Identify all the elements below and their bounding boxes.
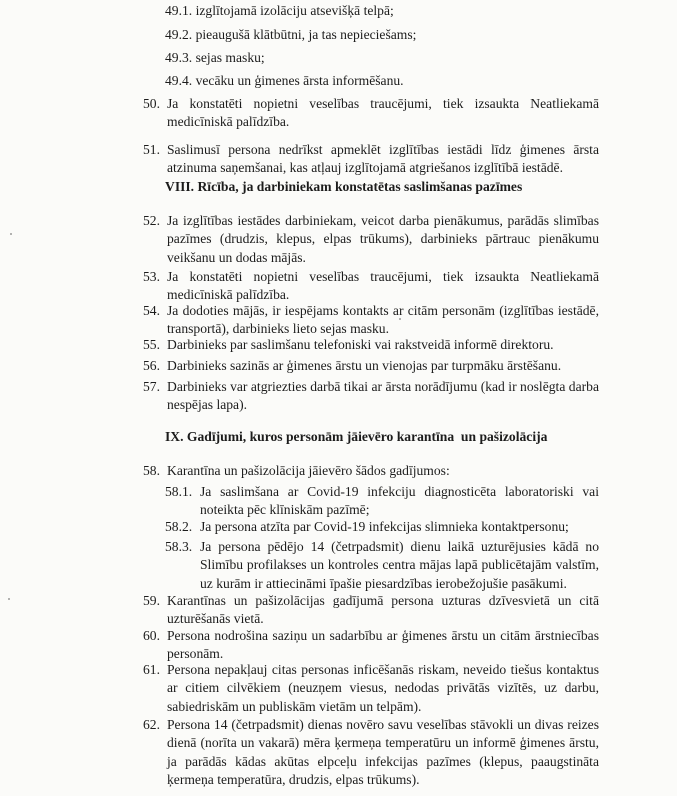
- item-number: 58.1.: [165, 484, 193, 499]
- item-number: 59.: [143, 593, 160, 608]
- item-number: 61.: [143, 662, 160, 677]
- item-number: 49.3.: [165, 50, 196, 65]
- item-text: sejas masku;: [195, 50, 265, 65]
- item-text: Ja persona pēdējo 14 (četrpadsmit) dienu laikā uzturējusies kādā no Slimību profilakses un kontroles centra mājas lapā publicētajām valstīm, uz kurām ir attiecināmi īpašie piesardzības ierobežojušie pasākumi.: [200, 539, 599, 591]
- list-item-62: [143, 716, 599, 790]
- item-text: Ja persona atzīta par Covid-19 infekcijas slimnieka kontaktpersonu;: [200, 519, 569, 534]
- section-heading-viii: VIII. Rīcība, ja darbiniekam konstatētas saslimšanas pazīmes: [165, 179, 523, 194]
- item-text: Ja izglītības iestādes darbiniekam, veicot darba pienākumus, parādās slimības pazīmes (drudzis, klepus, elpas trūkums), darbinieks pārtrauc pienākumu veikšanu un dodas mājās.: [167, 213, 599, 265]
- item-number: 58.: [143, 463, 160, 478]
- list-item-61: [143, 661, 599, 716]
- item-number: 51.: [143, 142, 160, 157]
- item-number: 54.: [143, 303, 160, 318]
- item-number: 58.2.: [165, 519, 193, 534]
- list-item-59: [143, 592, 599, 629]
- list-item-58-1: [165, 483, 599, 520]
- list-item-55: [143, 336, 599, 354]
- item-text: izglītojamā izolāciju atsevišķā telpā;: [195, 3, 394, 18]
- section-heading-ix: IX. Gadījumi, kuros personām jāievēro karantīna un pašizolācija: [165, 429, 548, 444]
- item-number: 49.1.: [165, 3, 196, 18]
- item-text: Karantīnas un pašizolācijas gadījumā persona uzturas dzīvesvietā un citā uzturēšanās vietā.: [167, 593, 599, 627]
- list-item-49-2: [165, 26, 585, 44]
- list-item-50: [143, 95, 599, 132]
- item-text: Saslimusī persona nedrīkst apmeklēt izglītības iestādi līdz ģimenes ārsta atzinuma saņemšanai, kas atļauj izglītojamā atgriešanos izglītībā iestādē.: [167, 142, 599, 176]
- item-number: 49.4.: [165, 73, 196, 88]
- list-item-49-4: [165, 72, 585, 90]
- item-text: Persona nodrošina saziņu un sadarbību ar ģimenes ārstu un citām ārstniecības personām.: [167, 628, 599, 662]
- item-number: 57.: [143, 379, 160, 394]
- list-item-52: [143, 212, 599, 267]
- list-item-58-3: [165, 538, 599, 593]
- scan-speck: [10, 233, 12, 235]
- item-text: Ja konstatēti nopietni veselības traucējumi, tiek izsaukta Neatliekamā medicīniskā palīdzība.: [167, 269, 599, 303]
- item-number: 49.2.: [165, 27, 196, 42]
- item-text: Ja konstatēti nopietni veselības traucējumi, tiek izsaukta Neatliekamā medicīniskā palīdzība.: [167, 96, 599, 130]
- item-text: Ja dodoties mājās, ir iespējams kontakts ar citām personām (izglītības iestādē, transportā), darbinieks lieto sejas masku.: [167, 303, 599, 337]
- item-number: 53.: [143, 269, 160, 284]
- item-number: 60.: [143, 628, 160, 643]
- list-item-58-2: [165, 518, 599, 536]
- item-text: Darbinieks par saslimšanu telefoniski vai rakstveidā informē direktoru.: [167, 337, 554, 352]
- item-text: Persona nepakļauj citas personas inficēšanās riskam, neveido tiešus kontaktus ar citiem cilvēkiem (neuzņem viesus, nedodas privātās vizītēs, uz darbu, sabiedriskām un publiskām vietām un telpām).: [167, 662, 599, 714]
- item-text: Darbinieks sazinās ar ģimenes ārstu un vienojas par turpmāku ārstēšanu.: [167, 358, 562, 373]
- item-text: Ja saslimšana ar Covid-19 infekciju diagnosticēta laboratoriski vai noteikta pēc klīniskām pazīmē;: [200, 484, 599, 518]
- item-number: 56.: [143, 358, 160, 373]
- item-text: Karantīna un pašizolācija jāievēro šādos gadījumos:: [167, 463, 450, 478]
- list-item-57: [143, 378, 599, 415]
- item-text: pieaugušā klātbūtni, ja tas nepieciešams;: [195, 27, 417, 42]
- scan-speck: [399, 318, 401, 320]
- list-item-58: [143, 462, 599, 480]
- item-text: Persona 14 (četrpadsmit) dienas novēro savu veselības stāvokli un divas reizes dienā (norīta un vakarā) mēra ķermeņa temperatūru un informē ģimenes ārstu, ja parādās kādas akūtas elpceļu infekcijas pazīmes (klepus, paaugstināta ķermeņa temperatūra, drudzis, elpas trūkums).: [167, 717, 599, 788]
- list-item-51: [143, 141, 599, 178]
- list-item-49-3: [165, 49, 585, 67]
- item-number: 52.: [143, 213, 160, 228]
- list-item-56: [143, 357, 599, 375]
- scan-speck: [8, 598, 10, 600]
- item-number: 55.: [143, 337, 160, 352]
- list-item-49-1: [165, 2, 585, 20]
- item-text: Darbinieks var atgriezties darbā tikai ar ārsta norādījumu (kad ir noslēgta darba nespējas lapa).: [167, 379, 599, 413]
- item-number: 62.: [143, 717, 160, 732]
- item-text: vecāku un ģimenes ārsta informēšanu.: [195, 73, 404, 88]
- item-number: 58.3.: [165, 539, 193, 554]
- item-number: 50.: [143, 96, 160, 111]
- list-item-54: [143, 302, 599, 339]
- list-item-60: [143, 627, 599, 664]
- list-item-53: [143, 268, 599, 305]
